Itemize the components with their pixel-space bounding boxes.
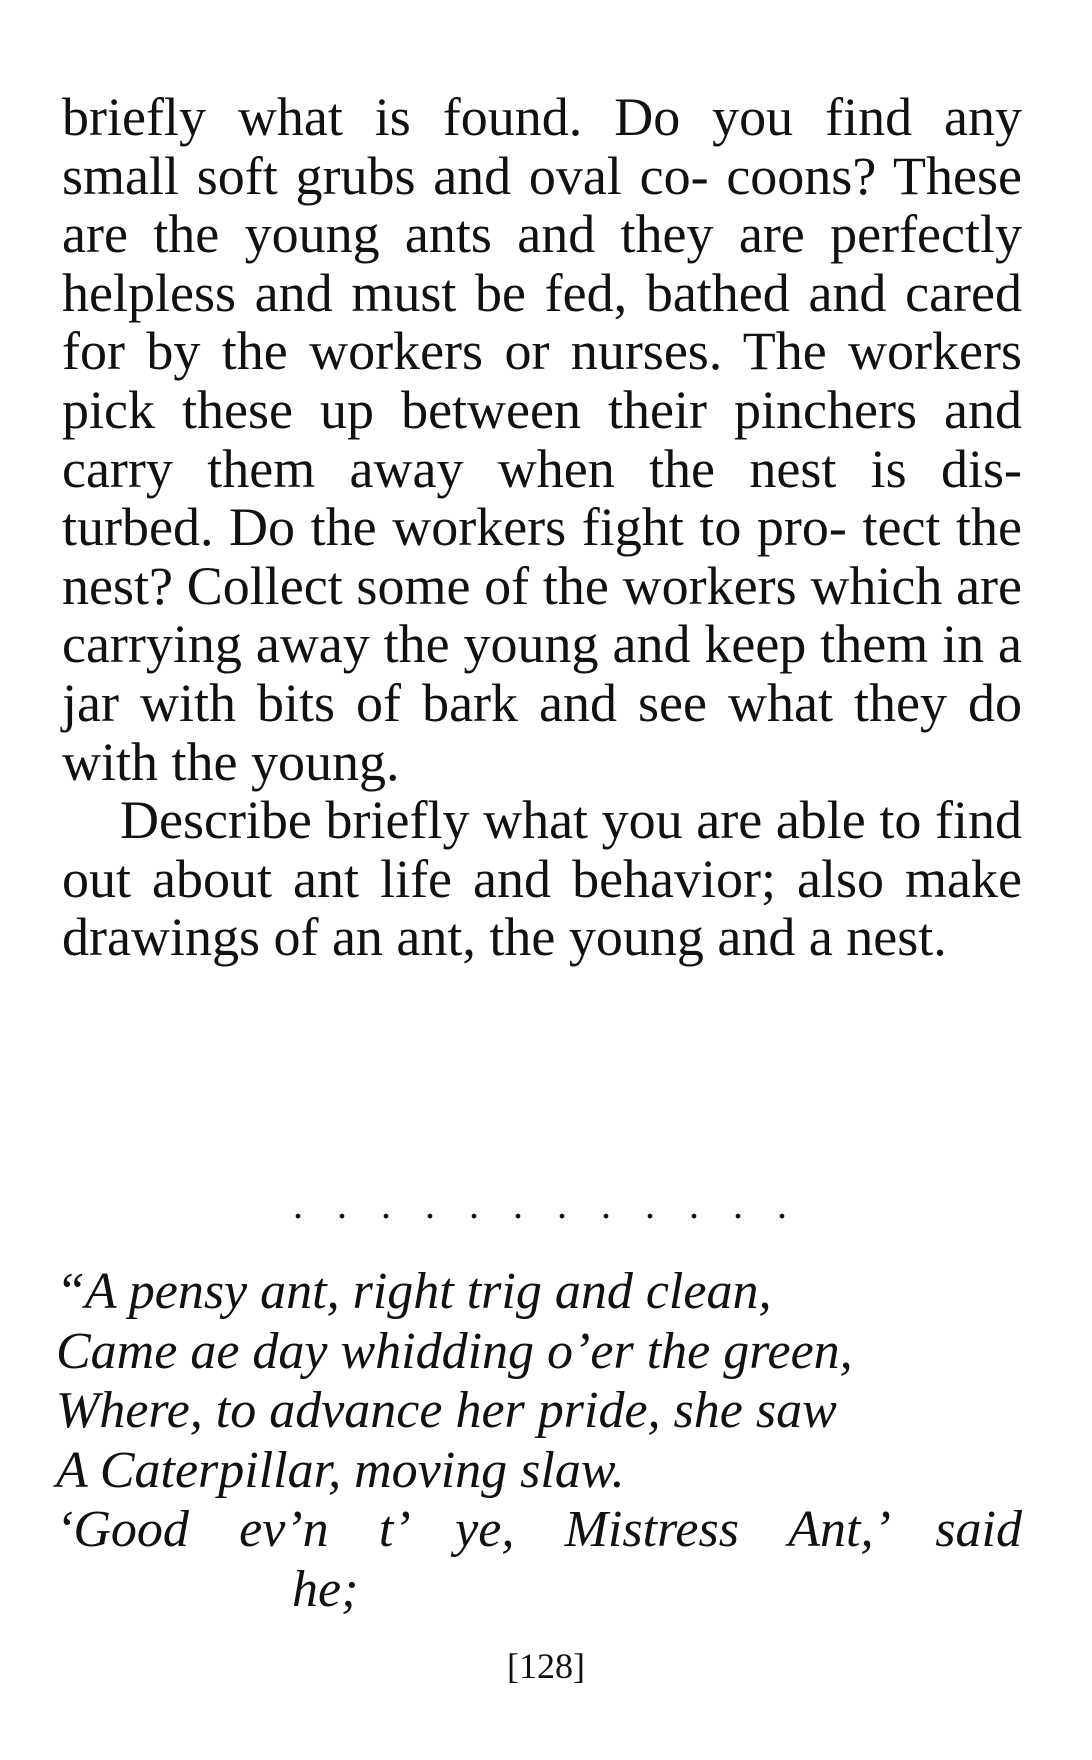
paragraph-describe-ant-life: Describe briefly what you are able to find out about ant life and behavior; also make drawings of an ant, the young and a nest. bbox=[62, 790, 1022, 968]
poem-line-continuation: he; bbox=[292, 1560, 359, 1618]
poem-line: A Caterpillar, moving slaw. bbox=[56, 1441, 625, 1499]
poem-quotation bbox=[56, 1262, 1022, 1620]
poem-line: Came ae day whidding o’er the green, bbox=[56, 1322, 853, 1380]
poem-line: Where, to advance her pride, she saw bbox=[56, 1382, 837, 1440]
body-text bbox=[62, 88, 1022, 967]
paragraph-ant-observation: briefly what is found. Do you find any small soft grubs and oval co- coons? These are the young ants and they are perfectly helpless and must be fed, bathed and cared for by the workers or nurses. The workers pick these up between their pinchers and carry them away when the nest is dis- turbed. Do the workers fight to pro- tect the nest? Collect some of the workers which are carrying away the young and keep them in a jar with bits of bark and see what they do with the young. bbox=[62, 87, 1022, 792]
poem-line: ‘Good ev’n t’ ye, Mistress Ant,’ said bbox=[56, 1501, 1022, 1559]
poem-line: “A pensy ant, right trig and clean, bbox=[56, 1263, 772, 1320]
section-separator: . . . . . . . . . . . . bbox=[293, 1182, 799, 1227]
page-number: [128] bbox=[507, 1646, 585, 1686]
